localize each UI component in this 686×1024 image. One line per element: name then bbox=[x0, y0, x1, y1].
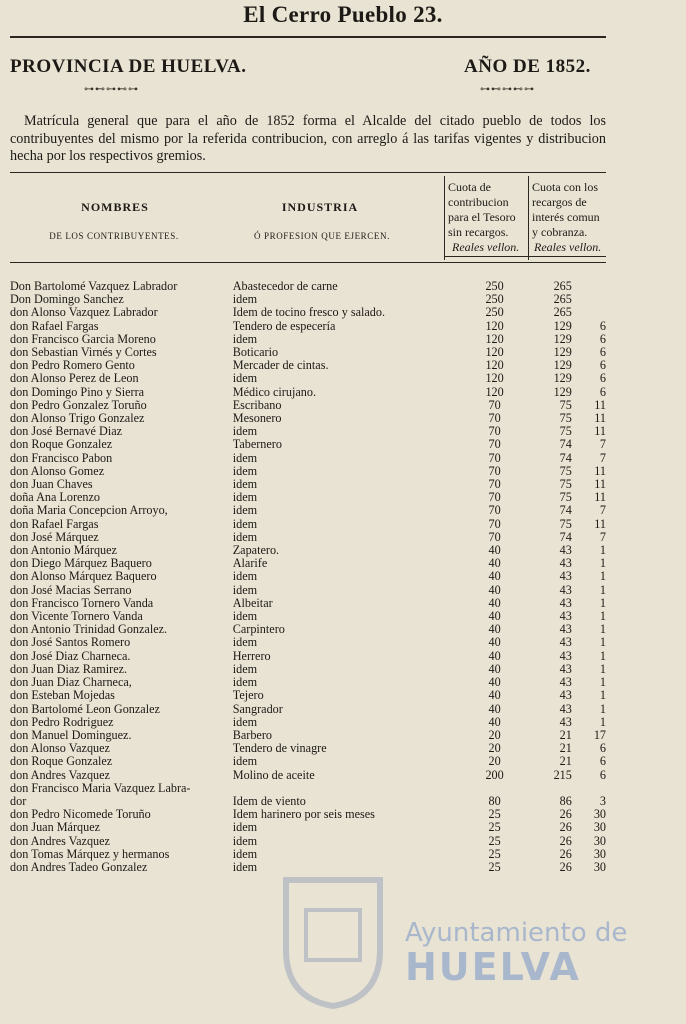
cuota-recargos-maravedis-cell: 1 bbox=[599, 623, 606, 637]
cuota-tesoro-cell: 70 bbox=[488, 398, 501, 412]
cuota-tesoro-cell: 200 bbox=[485, 768, 504, 782]
industria-cell: idem bbox=[232, 834, 258, 848]
cuota-tesoro-cell: 80 bbox=[488, 794, 501, 808]
cuota-recargos-reales-cell: 129 bbox=[553, 385, 572, 399]
industria-cell: Tendero de vinagre bbox=[232, 742, 327, 756]
cuota-recargos-reales-cell: 43 bbox=[559, 662, 572, 676]
industria-cell: idem bbox=[232, 372, 258, 386]
contribuyente-name: don Alonso Márquez Baquero bbox=[10, 570, 157, 584]
cuota-tesoro-cell: 250 bbox=[485, 306, 504, 320]
table-row bbox=[10, 835, 606, 848]
table-row bbox=[10, 386, 606, 399]
cuota-recargos-reales-cell: 265 bbox=[553, 280, 572, 293]
contribuyente-name: don Alonso Vazquez bbox=[10, 742, 110, 756]
watermark-line2: HUELVA bbox=[405, 945, 581, 989]
cuota-recargos-maravedis-cell: 1 bbox=[599, 689, 606, 703]
cuota-recargos-reales-cell: 26 bbox=[559, 821, 572, 835]
table-row bbox=[10, 372, 606, 385]
cuota-tesoro-cell: 40 bbox=[488, 570, 501, 584]
cuota-recargos-maravedis-cell: 1 bbox=[599, 570, 606, 584]
industria-cell: idem bbox=[232, 517, 258, 531]
industria-cell: Mercader de cintas. bbox=[232, 359, 329, 373]
cuota-recargos-reales-cell: 26 bbox=[559, 808, 572, 822]
table-row bbox=[10, 769, 606, 782]
industria-cell: idem bbox=[232, 504, 258, 518]
table-row bbox=[10, 320, 606, 333]
industria-cell: Herrero bbox=[232, 649, 271, 663]
cuota-tesoro-cell: 120 bbox=[485, 346, 504, 360]
contribuyente-name: don Francisco Pabon bbox=[10, 451, 113, 465]
table-row bbox=[10, 438, 606, 451]
industria-cell: Zapatero. bbox=[232, 544, 280, 558]
industria-cell: idem bbox=[232, 478, 258, 492]
contribuyente-name: Don Bartolomé Vazquez Labrador bbox=[10, 280, 178, 293]
table-row bbox=[10, 280, 606, 293]
industria-cell: Mesonero bbox=[232, 412, 282, 426]
cuota-recargos-reales-cell: 75 bbox=[559, 478, 572, 492]
table-row bbox=[10, 663, 606, 676]
contribuyente-name: don Antonio Márquez bbox=[10, 544, 117, 558]
industria-cell: idem bbox=[232, 860, 258, 874]
cuota-recargos-reales-cell: 129 bbox=[553, 332, 572, 346]
contribuyente-name: don Alonso Trigo Gonzalez bbox=[10, 412, 145, 426]
table-row bbox=[10, 848, 606, 861]
table-row bbox=[10, 504, 606, 517]
contribuyente-name: don Juan Diaz Charneca, bbox=[10, 676, 132, 690]
contribuyente-name: don Francisco Garcia Moreno bbox=[10, 332, 156, 346]
industria-cell: idem bbox=[232, 425, 258, 439]
contribuyente-name: don José Santos Romero bbox=[10, 636, 131, 650]
table-row bbox=[10, 346, 606, 359]
cuota-tesoro-cell: 70 bbox=[488, 425, 501, 439]
cuota-recargos-maravedis-cell: 30 bbox=[593, 821, 606, 835]
column-header-nombres: NOMBRES bbox=[81, 200, 149, 214]
cuota-tesoro-cell: 70 bbox=[488, 478, 501, 492]
cuota-recargos-reales-cell: 129 bbox=[553, 319, 572, 333]
cuota-tesoro-cell: 40 bbox=[488, 689, 501, 703]
industria-cell: idem bbox=[232, 755, 258, 769]
contribuyente-name: don Manuel Dominguez. bbox=[10, 728, 132, 742]
industria-cell: Barbero bbox=[232, 728, 272, 742]
cuota-tesoro-cell: 25 bbox=[488, 821, 501, 835]
cuota-tesoro-cell: 40 bbox=[488, 583, 501, 597]
contribuyente-name: don Roque Gonzalez bbox=[10, 755, 113, 769]
cuota-recargos-maravedis-cell: 11 bbox=[594, 398, 606, 412]
cuota-recargos-maravedis-cell: 30 bbox=[593, 808, 606, 822]
cuota-recargos-maravedis-cell: 1 bbox=[599, 544, 606, 558]
cuota-recargos-reales-cell: 43 bbox=[559, 623, 572, 637]
table-row bbox=[10, 531, 606, 544]
table-row bbox=[10, 293, 606, 306]
industria-cell: idem bbox=[232, 332, 258, 346]
cuota-tesoro-cell: 120 bbox=[485, 372, 504, 386]
unit-label-cuota-recargos: Reales vellon. bbox=[534, 240, 602, 254]
cuota-recargos-maravedis-cell: 11 bbox=[594, 478, 606, 492]
industria-cell: idem bbox=[232, 847, 258, 861]
column-divider-1 bbox=[444, 176, 445, 260]
contribuyente-name: don Rafael Fargas bbox=[10, 319, 99, 333]
cuota-recargos-maravedis-cell: 1 bbox=[599, 662, 606, 676]
cuota-tesoro-cell: 25 bbox=[488, 808, 501, 822]
table-row bbox=[10, 808, 606, 821]
table-row bbox=[10, 557, 606, 570]
cuota-recargos-maravedis-cell: 6 bbox=[599, 768, 606, 782]
cuota-recargos-reales-cell: 43 bbox=[559, 570, 572, 584]
cuota-tesoro-cell: 40 bbox=[488, 623, 501, 637]
table-row bbox=[10, 636, 606, 649]
cuota-tesoro-cell: 20 bbox=[488, 755, 501, 769]
unit-label-cuota-tesoro: Reales vellon. bbox=[452, 240, 520, 254]
cuota-recargos-maravedis-cell bbox=[572, 293, 606, 306]
industria-cell: idem bbox=[232, 451, 258, 465]
cuota-recargos-reales-cell: 26 bbox=[559, 860, 572, 874]
table-row bbox=[10, 584, 606, 597]
ornament-right: ⊶⊷⊶⊷⊶ bbox=[480, 84, 535, 95]
table-row bbox=[10, 689, 606, 702]
cuota-recargos-maravedis-cell: 7 bbox=[599, 438, 606, 452]
industria-cell: Idem de tocino fresco y salado. bbox=[232, 306, 386, 320]
cuota-recargos-maravedis-cell: 7 bbox=[599, 504, 606, 518]
table-row bbox=[10, 742, 606, 755]
contribuyente-name: don Domingo Pino y Sierra bbox=[10, 385, 145, 399]
cuota-recargos-maravedis-cell: 1 bbox=[599, 583, 606, 597]
cuota-recargos-maravedis-cell: 1 bbox=[599, 610, 606, 624]
table-row bbox=[10, 821, 606, 834]
contribuyente-name: don Andres Vazquez bbox=[10, 768, 110, 782]
header-rule bbox=[10, 36, 606, 38]
cuota-tesoro-cell: 40 bbox=[488, 676, 501, 690]
table-row bbox=[10, 359, 606, 372]
cuota-recargos-reales-cell: 75 bbox=[559, 491, 572, 505]
industria-cell: Idem harinero por seis meses bbox=[232, 808, 375, 822]
contribuyente-name: don Francisco Maria Vazquez Labra- bbox=[10, 781, 191, 795]
cuota-recargos-maravedis-cell: 7 bbox=[599, 451, 606, 465]
cuota-recargos-maravedis-cell: 6 bbox=[599, 346, 606, 360]
cuota-recargos-reales-cell: 26 bbox=[559, 834, 572, 848]
cuota-recargos-reales-cell: 43 bbox=[559, 689, 572, 703]
contribuyentes-table bbox=[10, 280, 606, 874]
industria-cell: Tejero bbox=[232, 689, 264, 703]
contribuyente-name: don Alonso Gomez bbox=[10, 464, 105, 478]
cuota-recargos-maravedis-cell: 6 bbox=[599, 742, 606, 756]
municipal-shield-watermark bbox=[278, 870, 388, 1010]
cuota-recargos-maravedis-cell: 30 bbox=[593, 860, 606, 874]
table-row bbox=[10, 465, 606, 478]
table-row bbox=[10, 782, 606, 795]
cuota-recargos-maravedis-cell: 1 bbox=[599, 557, 606, 571]
contribuyente-name: don Vicente Tornero Vanda bbox=[10, 610, 143, 624]
cuota-recargos-reales-cell: 43 bbox=[559, 715, 572, 729]
table-row bbox=[10, 676, 606, 689]
table-row bbox=[10, 399, 606, 412]
industria-cell: idem bbox=[232, 662, 258, 676]
contribuyente-name: don Andres Vazquez bbox=[10, 834, 110, 848]
cuota-tesoro-cell: 70 bbox=[488, 530, 501, 544]
contribuyente-name: doña Ana Lorenzo bbox=[10, 491, 101, 505]
cuota-recargos-maravedis-cell: 3 bbox=[599, 794, 606, 808]
table-row bbox=[10, 306, 606, 319]
contribuyente-name: don José Diaz Charneca. bbox=[10, 649, 131, 663]
contribuyente-name: don Pedro Rodriguez bbox=[10, 715, 114, 729]
year-heading: AÑO DE 1852. bbox=[464, 56, 591, 77]
cuota-recargos-reales-cell: 43 bbox=[559, 702, 572, 716]
cuota-recargos-maravedis-cell: 6 bbox=[599, 372, 606, 386]
cuota-recargos-reales-cell: 74 bbox=[559, 451, 572, 465]
cuota-tesoro-cell: 40 bbox=[488, 544, 501, 558]
cuota-recargos-maravedis-cell: 6 bbox=[599, 755, 606, 769]
cuota-tesoro-cell: 40 bbox=[488, 702, 501, 716]
cuota-tesoro-cell: 70 bbox=[488, 451, 501, 465]
industria-cell: Escribano bbox=[232, 398, 282, 412]
cuota-recargos-reales-cell: 43 bbox=[559, 676, 572, 690]
industria-cell: idem bbox=[232, 570, 258, 584]
contribuyente-name: don Alonso Vazquez Labrador bbox=[10, 306, 158, 320]
cuota-recargos-reales-cell: 75 bbox=[559, 425, 572, 439]
table-row bbox=[10, 491, 606, 504]
intro-paragraph: Matrícula general que para el año de 1852 forma el Alcalde del citado pueblo de todos los contribuyentes del mismo por la referida contribucion, con arreglo á las tarifas vigentes y distribucion hecha por los respectivos gremios. bbox=[10, 113, 606, 164]
cuota-recargos-reales-cell: 265 bbox=[553, 306, 572, 320]
cuota-tesoro-cell: 250 bbox=[485, 293, 504, 307]
column-subheader-industria: Ó PROFESION QUE EJERCEN. bbox=[254, 231, 390, 241]
contribuyente-name: don Juan Diaz Ramirez. bbox=[10, 662, 128, 676]
table-row bbox=[10, 610, 606, 623]
cuota-recargos-maravedis-cell: 6 bbox=[599, 359, 606, 373]
industria-cell: Tabernero bbox=[232, 438, 282, 452]
cuota-recargos-maravedis-cell: 1 bbox=[599, 636, 606, 650]
cuota-recargos-reales-cell: 129 bbox=[553, 346, 572, 360]
cuota-recargos-reales-cell: 74 bbox=[559, 438, 572, 452]
cuota-recargos-maravedis-cell: 11 bbox=[594, 491, 606, 505]
cuota-tesoro-cell: 20 bbox=[488, 742, 501, 756]
column-divider-2 bbox=[528, 176, 529, 260]
cuota-tesoro-cell: 25 bbox=[488, 860, 501, 874]
industria-cell bbox=[233, 782, 456, 795]
cuota-recargos-reales-cell: 21 bbox=[559, 742, 572, 756]
column-subheader-nombres: DE LOS CONTRIBUYENTES. bbox=[49, 231, 179, 241]
contribuyente-name: don Pedro Romero Gento bbox=[10, 359, 135, 373]
cuota-recargos-maravedis-cell: 11 bbox=[594, 517, 606, 531]
industria-cell: idem bbox=[232, 610, 258, 624]
table-row bbox=[10, 518, 606, 531]
cuota-recargos-reales-cell: 26 bbox=[559, 847, 572, 861]
cuota-tesoro-cell: 250 bbox=[485, 280, 504, 293]
table-top-rule bbox=[10, 172, 606, 173]
cuota-recargos-reales-cell: 43 bbox=[559, 583, 572, 597]
cuota-tesoro-cell: 70 bbox=[488, 412, 501, 426]
cuota-recargos-reales-cell: 43 bbox=[559, 596, 572, 610]
watermark-line1: Ayuntamiento de bbox=[405, 918, 628, 948]
industria-cell: Abastecedor de carne bbox=[232, 280, 338, 293]
cuota-recargos-reales-cell: 75 bbox=[559, 398, 572, 412]
industria-cell: idem bbox=[232, 821, 258, 835]
cuota-recargos-reales-cell: 129 bbox=[553, 372, 572, 386]
cuota-recargos-maravedis-cell bbox=[572, 306, 606, 319]
contribuyente-name: doña Maria Concepcion Arroyo, bbox=[10, 504, 168, 518]
industria-cell: Alarife bbox=[232, 557, 268, 571]
cuota-tesoro-cell: 20 bbox=[488, 728, 501, 742]
cuota-recargos-reales-cell: 21 bbox=[559, 728, 572, 742]
industria-cell: idem bbox=[232, 583, 258, 597]
cuota-recargos-maravedis-cell: 17 bbox=[593, 728, 606, 742]
industria-cell: idem bbox=[232, 676, 258, 690]
contribuyente-name: don Esteban Mojedas bbox=[10, 689, 115, 703]
cuota-tesoro-cell: 40 bbox=[488, 649, 501, 663]
ornament-left: ⊶⊷⊶⊷⊶ bbox=[84, 84, 139, 95]
cuota-recargos-maravedis-cell: 6 bbox=[599, 332, 606, 346]
cuota-recargos-reales-cell: 43 bbox=[559, 636, 572, 650]
column-header-industria: INDUSTRIA bbox=[281, 200, 359, 214]
industria-cell: idem bbox=[232, 293, 258, 307]
cuota-recargos-maravedis-cell: 11 bbox=[594, 464, 606, 478]
cuota-recargos-maravedis-cell: 7 bbox=[599, 530, 606, 544]
cuota-recargos-reales-cell: 86 bbox=[559, 794, 572, 808]
table-row bbox=[10, 729, 606, 742]
industria-cell: Médico cirujano. bbox=[232, 385, 316, 399]
table-row bbox=[10, 597, 606, 610]
cuota-recargos-maravedis-cell: 11 bbox=[594, 425, 606, 439]
cuota-tesoro-cell: 70 bbox=[488, 517, 501, 531]
contribuyente-name: don Tomas Márquez y hermanos bbox=[10, 847, 170, 861]
cuota-recargos-maravedis-cell bbox=[572, 782, 606, 795]
industria-cell: Molino de aceite bbox=[232, 768, 315, 782]
cuota-recargos-maravedis-cell: 1 bbox=[599, 649, 606, 663]
cuota-tesoro-cell: 40 bbox=[488, 636, 501, 650]
contribuyente-name: don Alonso Perez de Leon bbox=[10, 372, 139, 386]
table-row bbox=[10, 333, 606, 346]
contribuyente-name: don Roque Gonzalez bbox=[10, 438, 113, 452]
contribuyente-name: don José Márquez bbox=[10, 530, 99, 544]
industria-cell: idem bbox=[232, 636, 258, 650]
table-row bbox=[10, 570, 606, 583]
cuota-tesoro-cell: 120 bbox=[485, 319, 504, 333]
cuota-recargos-reales-cell bbox=[534, 782, 572, 795]
contribuyente-name: don Pedro Nicomede Toruño bbox=[10, 808, 151, 822]
cuota-recargos-reales-cell: 43 bbox=[559, 557, 572, 571]
industria-cell: idem bbox=[232, 530, 258, 544]
cuota-recargos-reales-cell: 75 bbox=[559, 464, 572, 478]
cuota-recargos-maravedis-cell: 6 bbox=[599, 319, 606, 333]
cuota-recargos-reales-cell: 43 bbox=[559, 610, 572, 624]
contribuyente-name: don José Bernavé Diaz bbox=[10, 425, 123, 439]
table-row bbox=[10, 795, 606, 808]
cuota-recargos-reales-cell: 21 bbox=[559, 755, 572, 769]
cuota-recargos-reales-cell: 43 bbox=[559, 544, 572, 558]
cuota-tesoro-cell: 70 bbox=[488, 504, 501, 518]
table-row bbox=[10, 703, 606, 716]
contribuyente-name: don Antonio Trinidad Gonzalez. bbox=[10, 623, 168, 637]
cuota-recargos-reales-cell: 74 bbox=[559, 530, 572, 544]
cuota-tesoro-cell: 40 bbox=[488, 557, 501, 571]
cuota-recargos-reales-cell: 75 bbox=[559, 412, 572, 426]
contribuyente-name: don Rafael Fargas bbox=[10, 517, 99, 531]
table-row bbox=[10, 478, 606, 491]
cuota-recargos-maravedis-cell: 30 bbox=[593, 847, 606, 861]
contribuyente-name: don Bartolomé Leon Gonzalez bbox=[10, 702, 160, 716]
cuota-recargos-maravedis-cell: 1 bbox=[599, 676, 606, 690]
industria-cell: idem bbox=[232, 715, 258, 729]
table-row bbox=[10, 623, 606, 636]
cuota-recargos-maravedis-cell: 1 bbox=[599, 596, 606, 610]
unit-underline bbox=[444, 256, 606, 257]
table-row bbox=[10, 544, 606, 557]
cuota-recargos-reales-cell: 129 bbox=[553, 359, 572, 373]
contribuyente-name: don Sebastian Virnés y Cortes bbox=[10, 346, 157, 360]
cuota-tesoro-cell: 40 bbox=[488, 596, 501, 610]
cuota-tesoro-cell: 120 bbox=[485, 385, 504, 399]
table-row bbox=[10, 452, 606, 465]
industria-cell: Idem de viento bbox=[232, 794, 306, 808]
cuota-tesoro-cell: 25 bbox=[488, 834, 501, 848]
cuota-tesoro-cell: 25 bbox=[488, 847, 501, 861]
industria-cell: Carpintero bbox=[232, 623, 285, 637]
industria-cell: Sangrador bbox=[232, 702, 283, 716]
table-row bbox=[10, 425, 606, 438]
industria-cell: Albeitar bbox=[232, 596, 273, 610]
cuota-tesoro-cell: 70 bbox=[488, 438, 501, 452]
contribuyente-name: Don Domingo Sanchez bbox=[10, 293, 124, 307]
cuota-tesoro-cell: 120 bbox=[485, 332, 504, 346]
cuota-recargos-maravedis-cell: 1 bbox=[599, 702, 606, 716]
contribuyente-name: don José Macias Serrano bbox=[10, 583, 132, 597]
contribuyente-name: don Andres Tadeo Gonzalez bbox=[10, 860, 148, 874]
cuota-tesoro-cell: 70 bbox=[488, 464, 501, 478]
cuota-recargos-reales-cell: 75 bbox=[559, 517, 572, 531]
industria-cell: idem bbox=[232, 464, 258, 478]
contribuyente-name: don Juan Márquez bbox=[10, 821, 101, 835]
cuota-tesoro-cell: 120 bbox=[485, 359, 504, 373]
cuota-recargos-reales-cell: 74 bbox=[559, 504, 572, 518]
cuota-recargos-maravedis-cell: 6 bbox=[599, 385, 606, 399]
column-header-cuota-tesoro: Cuota de contribucion para el Tesoro sin recargos. bbox=[448, 180, 516, 239]
industria-cell: Boticario bbox=[232, 346, 279, 360]
contribuyente-name: don Diego Márquez Baquero bbox=[10, 557, 152, 571]
cuota-recargos-maravedis-cell: 1 bbox=[599, 715, 606, 729]
contribuyente-name: don Francisco Tornero Vanda bbox=[10, 596, 154, 610]
contribuyente-name: don Juan Chaves bbox=[10, 478, 93, 492]
header-bottom-rule bbox=[10, 262, 606, 263]
cuota-tesoro-cell: 70 bbox=[488, 491, 501, 505]
cuota-tesoro-cell: 40 bbox=[488, 610, 501, 624]
table-row bbox=[10, 716, 606, 729]
cuota-tesoro-cell bbox=[455, 782, 533, 795]
table-row bbox=[10, 412, 606, 425]
cuota-recargos-maravedis-cell: 11 bbox=[594, 412, 606, 426]
industria-cell: Tendero de especería bbox=[232, 319, 336, 333]
column-header-cuota-recargos: Cuota con los recargos de interés comun y cobranza. bbox=[532, 180, 600, 239]
cuota-recargos-maravedis-cell bbox=[572, 280, 606, 293]
contribuyente-name: don Pedro Gonzalez Toruño bbox=[10, 398, 147, 412]
provincia-heading: PROVINCIA DE HUELVA. bbox=[10, 56, 247, 77]
industria-cell: idem bbox=[232, 491, 258, 505]
contribuyente-name: dor bbox=[10, 794, 27, 808]
table-row bbox=[10, 755, 606, 768]
cuota-recargos-reales-cell: 43 bbox=[559, 649, 572, 663]
cuota-recargos-reales-cell: 265 bbox=[553, 293, 572, 307]
cuota-recargos-maravedis-cell: 30 bbox=[593, 834, 606, 848]
table-row bbox=[10, 650, 606, 663]
page-header-title: El Cerro Pueblo 23. bbox=[243, 2, 443, 27]
cuota-tesoro-cell: 40 bbox=[488, 715, 501, 729]
cuota-recargos-reales-cell: 215 bbox=[553, 768, 572, 782]
cuota-tesoro-cell: 40 bbox=[488, 662, 501, 676]
